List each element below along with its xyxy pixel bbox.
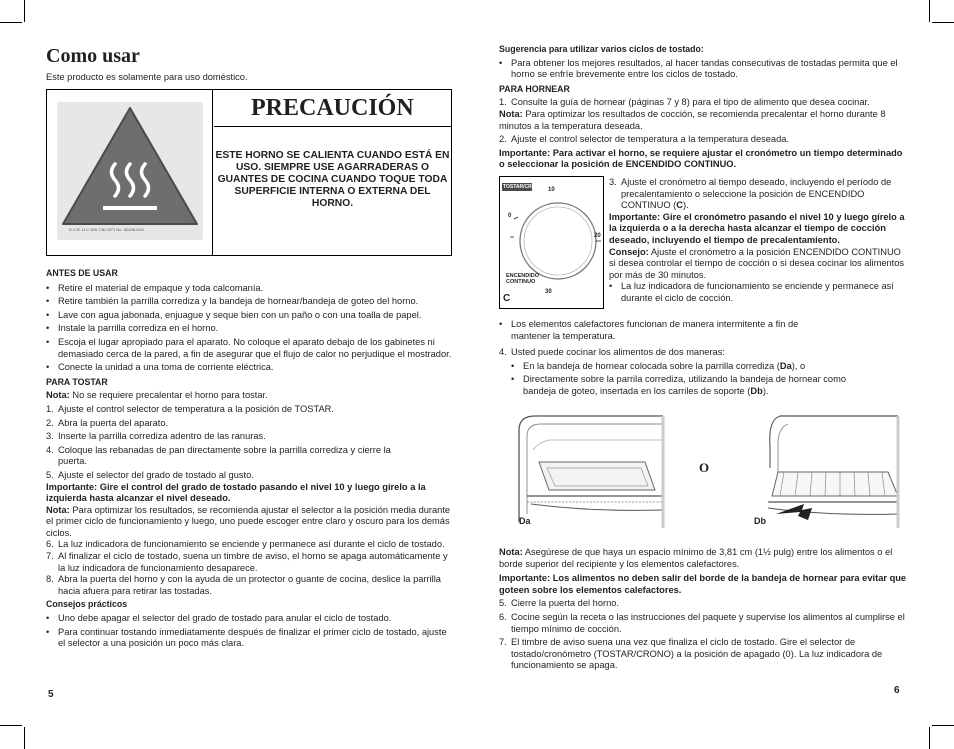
hot-surface-warning-label bbox=[47, 90, 213, 255]
numbered-step: 1. Consulte la guía de hornear (páginas 7 y 8) para el tipo de alimento que desea cocinar. bbox=[499, 97, 870, 108]
list-item: • Para continuar tostando inmediatamente después de finalizar el primer ciclo de tostado, ajuste el selector a una posición un poco más clara. bbox=[46, 626, 447, 649]
step3-section bbox=[609, 177, 909, 305]
hot-surface-triangle-icon bbox=[57, 102, 203, 240]
oven-rack-with-drip-pan-drawing bbox=[748, 410, 905, 535]
dial-top-label: TOSTAR/CRONO bbox=[503, 184, 544, 190]
crop-mark bbox=[932, 22, 954, 23]
arrow-icon bbox=[776, 504, 812, 520]
tostar-note: Nota: No se requiere precalentar el horno para tostar. bbox=[46, 390, 268, 401]
numbered-step: 6. La luz indicadora de funcionamiento se enciende y permanece así durante el ciclo de tostado. bbox=[46, 539, 445, 550]
numbered-step: 6. Cocine según la receta o las instrucciones del paquete y supervise los alimentos al cumplirse el tiempo mínimo de cocción. bbox=[499, 611, 905, 634]
hornear-heading: PARA HORNEAR bbox=[499, 83, 570, 94]
numbered-step: 4. Coloque las rebanadas de pan directamente sobre la parrilla corrediza y cierre la puerta. bbox=[46, 444, 391, 467]
numbered-step: 7. El timbre de aviso suena una vez que finaliza el ciclo de tostado. Gire el selector de tostado/cronómetro (TOSTAR/CRONO) a la posición de apagado (0). La luz indicadora de funcionamiento se apaga. bbox=[499, 637, 883, 671]
crop-mark bbox=[932, 725, 954, 726]
list-item: • En la bandeja de hornear colocada sobre la parrilla corrediza (Da), o bbox=[511, 360, 806, 371]
list-item: • Para obtener los mejores resultados, al hacer tandas consecutivas de tostadas permita que el horno se enfríe brevemente entre los ciclos de tostado. bbox=[499, 57, 898, 80]
crop-mark bbox=[929, 0, 930, 22]
oven-label-db: Db bbox=[754, 516, 766, 526]
label-card bbox=[57, 102, 203, 240]
crop-mark bbox=[0, 22, 22, 23]
numbered-step: 3. Inserte la parrilla corrediza adentro de las ranuras. bbox=[46, 431, 266, 442]
list-item: • Directamente sobre la parrila corrediza, utilizando la bandeja de hornear como bandeja de goteo, insertada en los carriles de soporte (Db). bbox=[511, 374, 846, 396]
tostar-heading: PARA TOSTAR bbox=[46, 376, 108, 387]
oven-illustration-db bbox=[748, 410, 905, 535]
dial-bottom-label: ENCENDIDO CONTINUO bbox=[506, 273, 540, 285]
right-top-section bbox=[499, 44, 909, 171]
crop-mark bbox=[24, 727, 25, 749]
caution-title: PRECAUCIÓN bbox=[214, 90, 451, 127]
list-item: • Retire también la parrilla corrediza y la bandeja de hornear/bandeja de goteo del horno. bbox=[46, 296, 419, 307]
page-number-right: 6 bbox=[894, 685, 900, 696]
antes-heading: ANTES DE USAR bbox=[46, 268, 118, 278]
dial-tick-label: 0 bbox=[508, 213, 512, 219]
consejo: Consejo: Ajuste el cronómetro a la posición ENCENDIDO CONTINUO si desea controlar el tiempo de cocción o si desea cocinar los alimentos por más de 30 minutos. bbox=[609, 246, 905, 280]
oven-pan-on-rack-drawing bbox=[513, 410, 670, 535]
bottom-note: Nota: Asegúrese de que haya un espacio mínimo de 3,81 cm (1½ pulg) entre los alimentos o el borde superior del recipiente y los elementos calefactores. bbox=[499, 547, 893, 569]
page-subtitle: Este producto es solamente para uso doméstico. bbox=[46, 72, 248, 82]
list-item: • Instale la parrilla corrediza en el horno. bbox=[46, 323, 219, 334]
dial-tick-label: 20 bbox=[594, 233, 601, 239]
list-item: • Los elementos calefactores funcionan de manera intermitente a fin de mantener la temperatura. bbox=[499, 319, 799, 341]
crop-mark bbox=[929, 727, 930, 749]
hornear-note: Nota: Para optimizar los resultados de cocción, se recomienda precalentar el horno durante 8 minutos a la temperatura deseada. bbox=[499, 108, 886, 131]
caution-box bbox=[46, 89, 452, 256]
oven-illustration-da bbox=[513, 410, 670, 535]
crop-mark bbox=[0, 725, 22, 726]
oven-label-da: Da bbox=[519, 516, 531, 526]
sugerencia-heading: Sugerencia para utilizar varios ciclos de tostado: bbox=[499, 44, 704, 54]
list-item: • Escoja el lugar apropiado para el aparato. No coloque el aparato debajo de los gabinetes ni demasiado cerca de la pared, a fin de asegurar que el flujo de calor no perjudique el mostrador. bbox=[46, 336, 452, 359]
page-number-left: 5 bbox=[48, 689, 54, 700]
or-label: O bbox=[699, 460, 710, 475]
numbered-step: 5. Ajuste el selector del grado de tostado al gusto. bbox=[46, 469, 254, 480]
numbered-step: 2. Ajuste el control selector de temperatura a la temperatura deseada. bbox=[499, 134, 790, 145]
list-item: • Retire el material de empaque y toda calcomanía. bbox=[46, 282, 264, 293]
numbered-step: 5. Cierre la puerta del horno. bbox=[499, 598, 620, 609]
label-fine-print: R.C.B. LLC 609-746-9371 No. 82438-AGJ bbox=[69, 227, 144, 232]
right-bottom-section bbox=[499, 547, 909, 672]
numbered-step: 2. Abra la puerta del aparato. bbox=[46, 417, 169, 428]
bottom-important: Importante: Los alimentos no deben salir del borde de la bandeja de hornear para evitar que goteen sobre los elementos calefactores. bbox=[499, 573, 907, 595]
antes-section bbox=[46, 268, 456, 650]
numbered-step: 7. Al finalizar el ciclo de tostado, suena un timbre de aviso, el horno se apaga automáticamente y la luz indicadora de funcionamiento desaparece. bbox=[46, 551, 448, 573]
dial-tick-label: 30 bbox=[545, 289, 552, 295]
dial-tick-label: 10 bbox=[548, 187, 555, 193]
consejos-heading: Consejos prácticos bbox=[46, 599, 128, 610]
elements-note bbox=[499, 319, 799, 342]
numbered-step: 3. Ajuste el cronómetro al tiempo deseado, incluyendo el período de precalentamiento o seleccione la posición de ENCENDIDO CONTINUO (C). bbox=[609, 177, 892, 211]
caution-warning-text: ESTE HORNO SE CALIENTA CUANDO ESTÁ EN USO. SIEMPRE USE AGARRADERAS O GUANTES DE COCINA CUANDO TOQUE TODA SUPERFICIE INTERNA O EXTERNA DEL HORNO. bbox=[215, 150, 450, 209]
list-item: • Uno debe apagar el selector del grado de tostado para anular el ciclo de tostado. bbox=[46, 613, 392, 624]
crop-mark bbox=[24, 0, 25, 22]
list-item: • Lave con agua jabonada, enjuague y seque bien con un paño o con una toalla de papel. bbox=[46, 309, 422, 320]
dial-caption: C bbox=[503, 293, 511, 304]
numbered-step: 1. Ajuste el control selector de temperatura a la posición de TOSTAR. bbox=[46, 403, 334, 414]
hornear-important: Importante: Para activar el horno, se requiere ajustar el cronómetro un tiempo determinado o seleccionar la posición de ENCENDIDO CONTINUO. bbox=[499, 147, 903, 170]
list-item: • La luz indicadora de funcionamiento se enciende y permanece así durante el ciclo de cocción. bbox=[609, 281, 894, 303]
step4-section bbox=[499, 347, 909, 397]
step3-important: Importante: Gire el cronómetro pasando el nivel 10 y luego gírelo a la izquierda o a la derecha hasta alcanzar el tiempo de cocción deseado, incluyendo el tiempo de precalentamiento. bbox=[609, 211, 905, 245]
list-item: • Conecte la unidad a una toma de corriente eléctrica. bbox=[46, 362, 274, 373]
tostar-note-2: Nota: Para optimizar los resultados, se recomienda ajustar el selector a la posición media durante el primer ciclo de funcionamiento y luego, uno puede escoger entre claro y oscuro para los demás ciclos. bbox=[46, 504, 451, 538]
timer-dial-illustration bbox=[499, 176, 604, 309]
numbered-step: 4. Usted puede cocinar los alimentos de dos maneras: bbox=[499, 347, 725, 357]
page-title: Como usar bbox=[46, 45, 140, 67]
tostar-important: Importante: Gire el control del grado de tostado pasando el nivel 10 y luego gírelo a la izquierda hasta alcanzar el nivel deseado. bbox=[46, 481, 426, 504]
numbered-step: 8. Abra la puerta del horno y con la ayuda de un protector o guante de cocina, deslice la parrilla hacia afuera para retirar las tostadas. bbox=[46, 574, 441, 596]
